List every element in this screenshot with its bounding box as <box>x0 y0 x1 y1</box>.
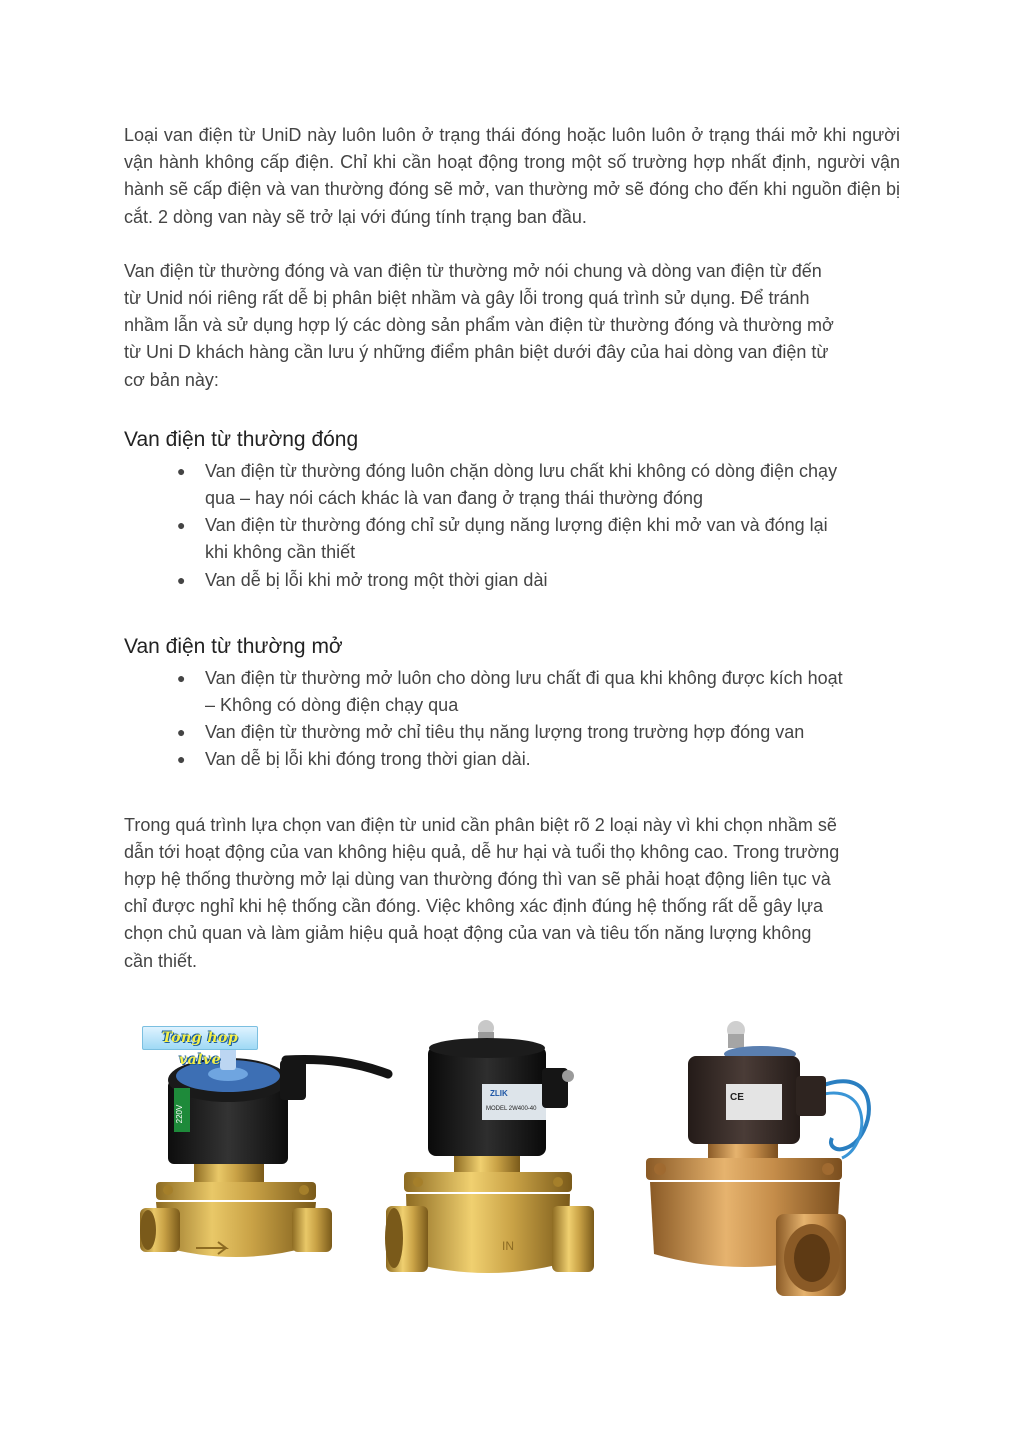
solenoid-valves-photo <box>136 1018 896 1318</box>
ce-mark: CE <box>730 1092 744 1103</box>
conclusion-line: chỉ được nghỉ khi hệ thống cần đóng. Việc không xác định đúng hệ thống rất dễ gây lựa <box>124 896 824 917</box>
context-line: Van điện từ thường đóng và van điện từ thường mở nói chung và dòng van điện từ đến <box>124 260 822 281</box>
context-line: từ Uni D khách hàng cần lưu ý những điểm phân biệt dưới đây của hai dòng van điện từ <box>124 342 829 363</box>
conclusion-line: dẫn tới hoạt động của van không hiệu quả, dễ hư hại và tuổi thọ không cao. Trong trường <box>124 841 840 862</box>
coil-label: 220V <box>175 1104 184 1124</box>
list-item <box>177 665 900 719</box>
brand-label: ZLIK <box>490 1089 508 1098</box>
bullet-icon: ● <box>177 724 186 741</box>
bullet-icon: ● <box>177 462 186 479</box>
list-item-text: Van điện từ thường mở luôn cho dòng lưu chất đi qua khi không được kích hoạt <box>205 667 843 688</box>
list-item <box>177 719 900 746</box>
model-label: MODEL 2W400-40 <box>486 1106 537 1112</box>
list-item-text: Van điện từ thường đóng chỉ sử dụng năng lượng điện khi mở van và đóng lại <box>205 515 828 536</box>
list-item-text: Van dễ bị lỗi khi mở trong một thời gian dài <box>205 569 548 590</box>
bullet-icon: ● <box>177 571 186 588</box>
document-page <box>124 122 900 975</box>
list-item-text: – Không có dòng điện chạy qua <box>205 695 459 716</box>
conclusion-line: Trong quá trình lựa chọn van điện từ unid cần phân biệt rõ 2 loại này vì khi chọn nhầm sẽ <box>124 814 837 835</box>
normally-closed-list <box>124 458 900 594</box>
context-line: từ Unid nói riêng rất dễ bị phân biệt nhầm và gây lỗi trong quá trình sử dụng. Để tránh <box>124 288 810 309</box>
bullet-icon: ● <box>177 669 186 686</box>
normally-open-list <box>124 665 900 774</box>
list-item <box>177 746 900 773</box>
section-heading-normally-open: Van điện từ thường mở <box>124 634 343 658</box>
list-item <box>177 458 900 512</box>
bullet-icon: ● <box>177 517 186 534</box>
conclusion-line: hợp hệ thống thường mở lại dùng van thường đóng thì van sẽ phải hoạt động liên tục và <box>124 869 831 890</box>
list-item-text: Van điện từ thường đóng luôn chặn dòng lưu chất khi không có dòng điện chạy <box>205 460 838 481</box>
context-line: nhầm lẫn và sử dụng hợp lý các dòng sản phẩm vàn điện từ thường đóng và thường mở <box>124 315 834 336</box>
list-item <box>177 567 900 594</box>
list-item-text: qua – hay nói cách khác là van đang ở trạng thái thường đóng <box>205 488 703 509</box>
solenoid-valve-3-image <box>636 1018 886 1318</box>
conclusion-line: chọn chủ quan và làm giảm hiệu quả hoạt động của van và tiêu tốn năng lượng không <box>124 923 812 944</box>
list-item <box>177 512 900 566</box>
context-line: cơ bản này: <box>124 369 219 390</box>
solenoid-valve-2-image <box>382 1018 612 1308</box>
body-mark: IN <box>502 1239 514 1253</box>
intro-paragraph: Loại van điện từ UniD này luôn luôn ở trạng thái đóng hoặc luôn luôn ở trạng thái mở khi người vận hành không cấp điện. Chỉ khi cần hoạt động trong một số trường hợp nhất định, người vận hành sẽ cấp điện và van thường đóng sẽ mở, van thường mở sẽ đóng cho đến khi nguồn điện bị cắt. 2 dòng van này sẽ trở lại với đúng tính trạng ban đầu. <box>124 125 900 227</box>
bullet-icon: ● <box>177 751 186 768</box>
section-heading-normally-closed: Van điện từ thường đóng <box>124 427 359 451</box>
list-item-text: Van dễ bị lỗi khi đóng trong thời gian dài. <box>205 749 531 770</box>
list-item-text: Van điện từ thường mở chỉ tiêu thụ năng lượng trong trường hợp đóng van <box>205 722 805 743</box>
list-item-text: khi không cần thiết <box>205 542 356 563</box>
solenoid-valve-1-image <box>136 1018 396 1308</box>
context-paragraph <box>124 258 900 394</box>
watermark-logo: Tong hop valve <box>142 1026 258 1050</box>
conclusion-line: cần thiết. <box>124 950 198 971</box>
conclusion-paragraph <box>124 812 900 975</box>
